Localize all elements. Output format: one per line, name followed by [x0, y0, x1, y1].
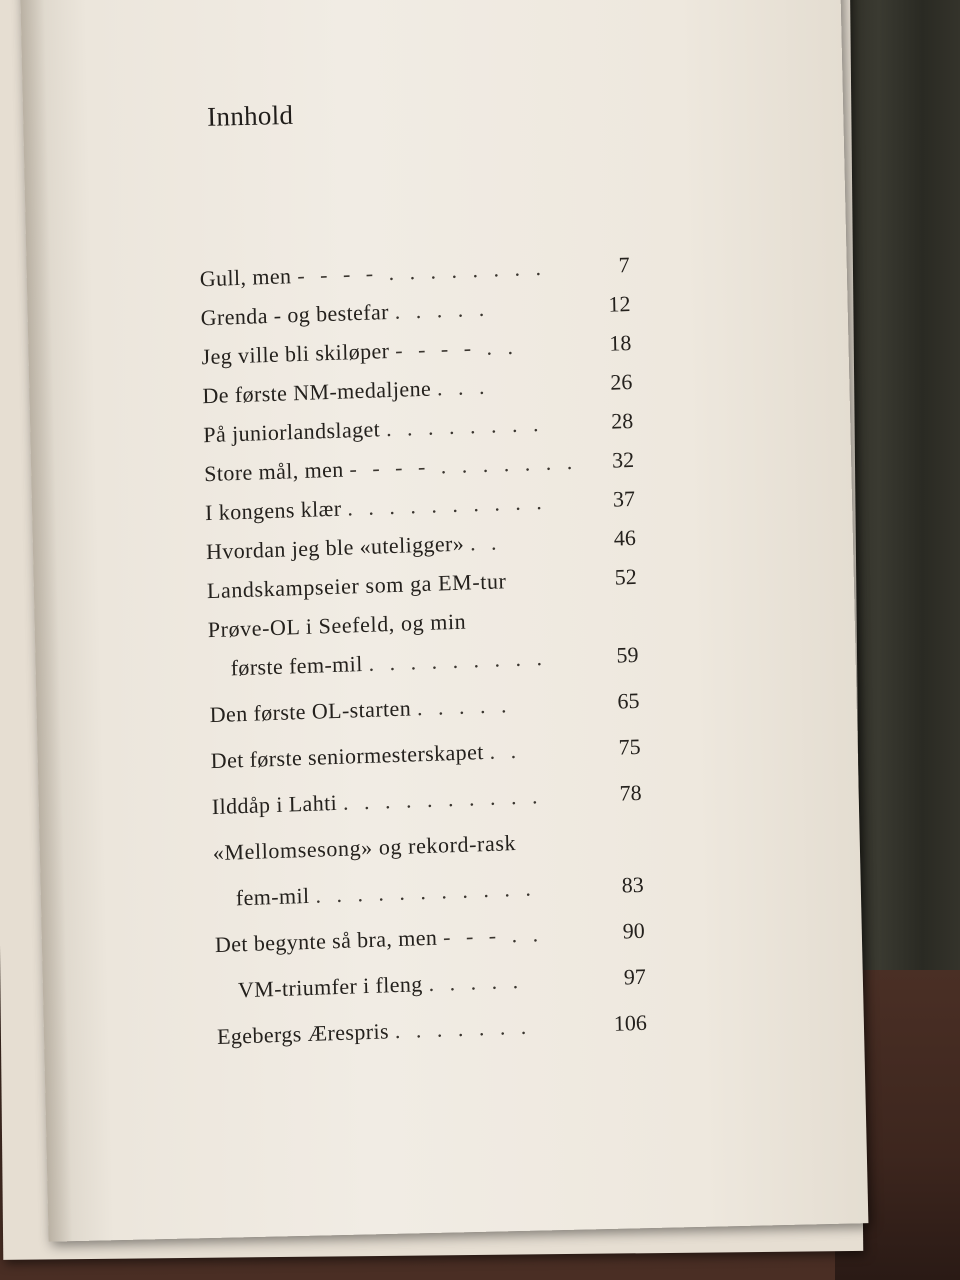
toc-entry-title: Landskampseier som ga EM-tur — [206, 568, 507, 604]
toc-leader: . . . . . . . . . . . — [315, 875, 537, 908]
toc-leader: . . . . . . . — [394, 1013, 532, 1044]
toc-entry-title: De første NM-medaljene — [202, 375, 432, 409]
toc-page-number: 28 — [610, 407, 634, 434]
toc-entry-title: VM-triumfer i fleng — [237, 971, 423, 1003]
toc-page-number: 83 — [621, 871, 644, 898]
toc-entry-title: Den første OL-starten — [209, 695, 412, 728]
toc-leader: - - - - . . . . . . . — [349, 448, 578, 482]
toc-entry-title: Store mål, men — [203, 456, 344, 487]
toc-entry-title: I kongens klær — [204, 495, 342, 526]
toc-page-number: 97 — [623, 963, 647, 990]
toc-page-number: 78 — [619, 779, 642, 806]
toc-leader: - - - - . . — [394, 333, 519, 363]
toc-leader: . . . . . . . . — [385, 410, 544, 442]
toc-entry-title: På juniorlandslaget — [203, 416, 381, 448]
toc-entry-title: Det første seniormesterskapet — [210, 739, 484, 774]
toc-leader: . . . — [436, 373, 490, 401]
toc-page-number: 90 — [622, 917, 646, 944]
toc-leader: . . — [469, 529, 502, 556]
toc-leader: . . . . . . . . . . — [347, 488, 548, 521]
toc-leader: . . . . . — [394, 295, 490, 324]
toc-page-number: 7 — [618, 251, 630, 278]
toc-entry-title: Det begynte så bra, men — [214, 924, 438, 958]
toc-leader: . . . . . . . . . . — [342, 783, 543, 815]
toc-leader: . . — [489, 737, 522, 764]
toc-page-number: 12 — [608, 290, 631, 317]
toc-page-number: 65 — [617, 687, 640, 714]
toc-entry-title: Ilddåp i Lahti — [211, 789, 338, 820]
toc-leader: - - - . . — [442, 921, 544, 950]
toc-page-number: 52 — [614, 563, 637, 590]
toc-entry-title: «Mellomsesong» og rekord-rask — [212, 830, 517, 866]
toc-leader: . . . . . — [416, 692, 512, 721]
toc-page-number: 37 — [612, 485, 636, 512]
toc-entry-title: Grenda - og bestefar — [200, 299, 390, 331]
toc-leader: . . . . . — [428, 967, 524, 997]
table-of-contents — [200, 252, 648, 1070]
toc-page-number: 59 — [616, 641, 639, 668]
toc-page-number: 26 — [609, 368, 633, 395]
toc-page-number: 46 — [613, 524, 637, 551]
toc-entry-title: Egebergs Ærespris — [216, 1018, 390, 1050]
toc-entry-title: Hvordan jeg ble «uteligger» — [205, 530, 465, 565]
toc-entry-title: Gull, men — [199, 263, 292, 292]
toc-page-number: 18 — [609, 329, 632, 356]
toc-entry-title: Prøve-OL i Seefeld, og min — [207, 608, 467, 643]
toc-page-number: 32 — [611, 446, 635, 473]
book-page — [20, 0, 868, 1242]
toc-entry-title: Jeg ville bli skiløper — [201, 338, 390, 370]
toc-leader: . . . . . . . . . — [368, 644, 548, 676]
toc-entry-title: fem-mil — [235, 882, 310, 911]
toc-page-number: 106 — [613, 1009, 648, 1036]
toc-entry-title: første fem-mil — [230, 651, 363, 681]
page-title: Innhold — [206, 99, 294, 132]
toc-entry-label — [200, 255, 547, 292]
toc-page-number: 75 — [618, 733, 641, 760]
toc-leader: - - - - . . . . . . . . — [296, 254, 547, 289]
